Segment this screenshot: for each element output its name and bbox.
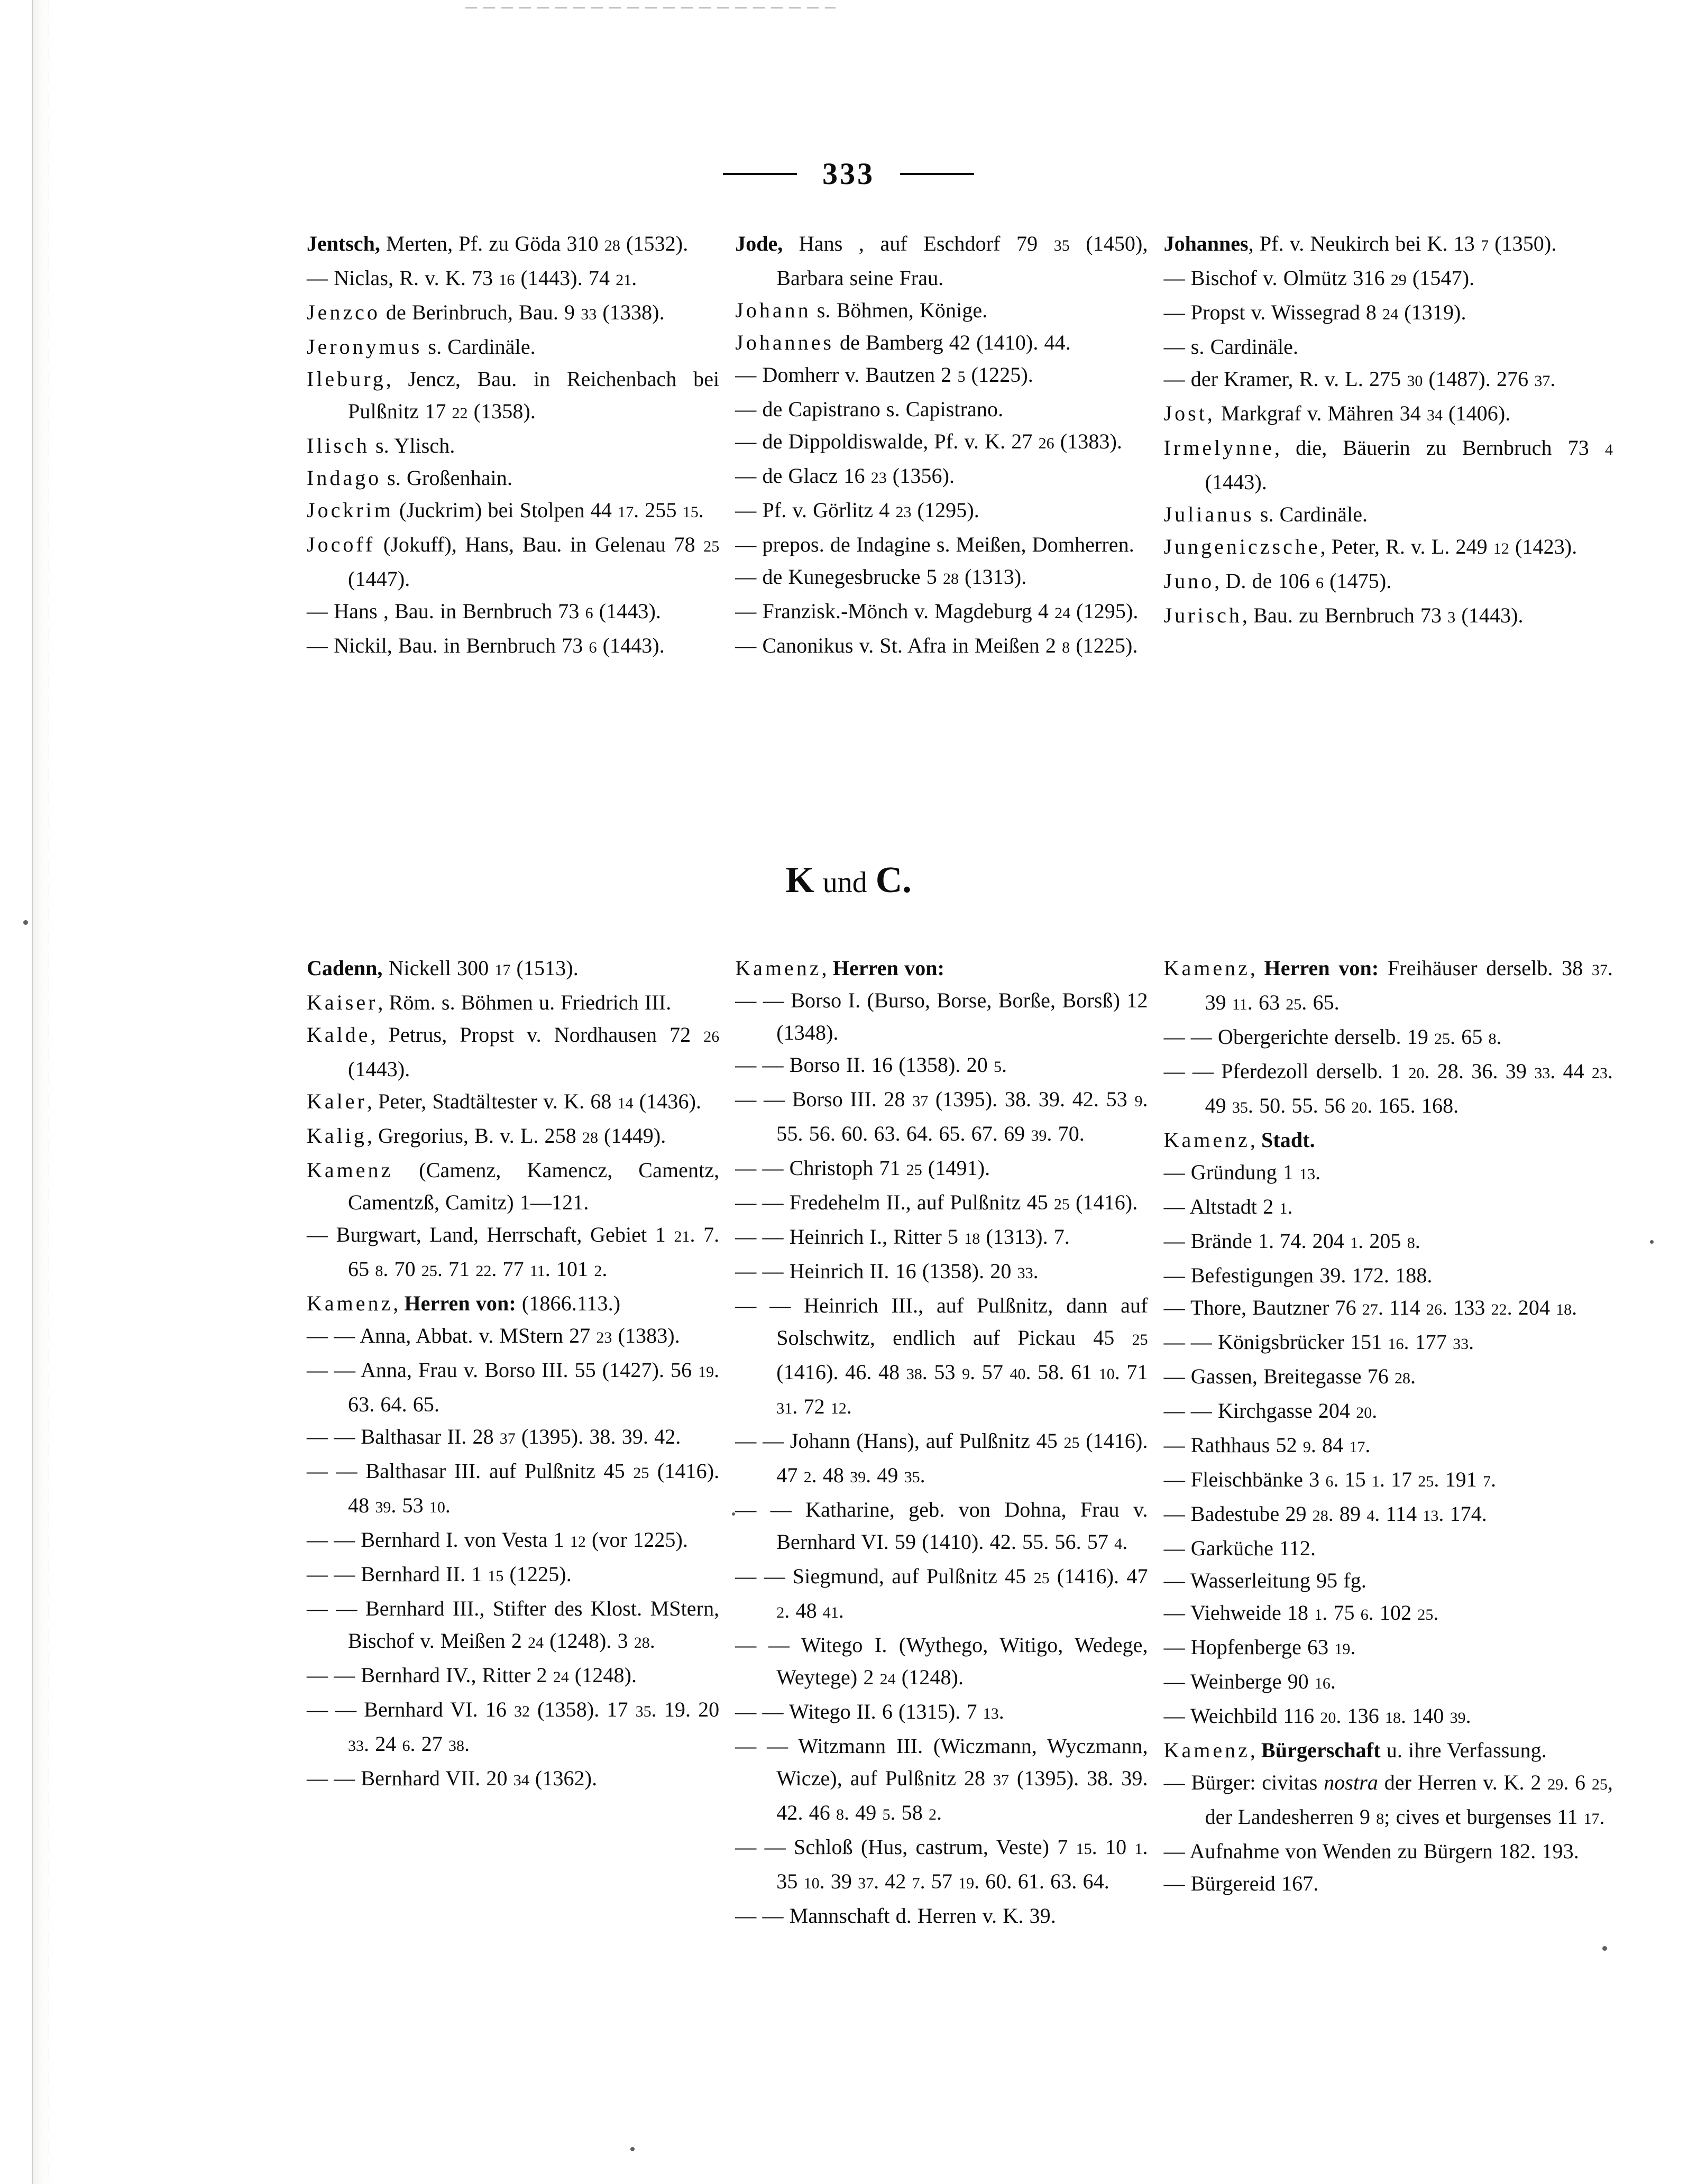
index-entry (1164, 1124, 1613, 1156)
index-entry (1164, 1429, 1613, 1463)
index-entry-headword: Jode, (735, 232, 783, 255)
index-entry (735, 1425, 1148, 1493)
index-entry (1164, 227, 1613, 262)
index-entry (307, 227, 719, 262)
index-entry (307, 331, 719, 363)
index-entry-text: — Weinberge 90 16. (1163, 1669, 1336, 1693)
index-entry-text: — Fleischbänke 3 6. 15 1. 17 25. 191 7. (1163, 1467, 1497, 1491)
section-heading-letter-k: K (785, 860, 814, 901)
index-entry-headword: Johannes (735, 331, 834, 354)
index-entry-headword: Cadenn, (307, 956, 383, 980)
index-entry (735, 1255, 1148, 1289)
index-entry-text: s. Böhmen, Könige. (811, 298, 988, 322)
index-entry (307, 1287, 719, 1319)
index-entry (307, 1119, 719, 1154)
index-entry-text: — Hans , Bau. in Bernbruch 73 6 (1443). (307, 599, 662, 623)
index-entry-text: , Peter, R. v. L. 249 12 (1423). (1320, 535, 1577, 558)
index-entry (307, 462, 719, 494)
index-entry-text: — — Fredehelm II., auf Pulßnitz 45 25 (1416). (735, 1190, 1138, 1214)
index-entry (1164, 397, 1613, 432)
index-entry-text: — — Bernhard III., Stifter des Klost. MStern, Bischof v. Meißen 2 24 (1248). 3 28. (307, 1596, 720, 1653)
index-entry (735, 561, 1148, 595)
index-entry (1164, 296, 1613, 331)
index-entry (307, 1085, 719, 1119)
index-entry-text: — Hopfenberge 63 19. (1163, 1635, 1356, 1659)
index-entry (1164, 331, 1613, 363)
index-entry (1164, 1291, 1613, 1326)
index-entry-text: , Röm. s. Böhmen u. Friedrich III. (378, 990, 672, 1014)
index-entry-text: — Gründung 1 13. (1163, 1160, 1321, 1184)
header-rule-right (900, 173, 974, 175)
index-entry (1164, 1360, 1613, 1394)
index-entry-text: — — Witego II. 6 (1315). 7 13. (735, 1700, 1004, 1723)
index-entry (1164, 1867, 1613, 1899)
page-header (0, 159, 1697, 189)
index-entry-text: — prepos. de Indagine s. Meißen, Domherren. (735, 533, 1134, 556)
index-entry (307, 1319, 719, 1354)
index-entry (307, 1693, 719, 1762)
index-entry-text: — — Bernhard VI. 16 32 (1358). 17 35. 19. 20 33. 24 6. 27 38. (307, 1697, 720, 1756)
index-entry-text: — — Heinrich II. 16 (1358). 20 33. (735, 1259, 1039, 1283)
index-entry-text: s. Cardinäle. (422, 335, 536, 359)
index-entry-text: — — Pferdezoll derselb. 1 20. 28. 36. 39 33. 44 23. 49 35. 50. 55. 56 20. 165. 168. (1163, 1059, 1613, 1117)
index-entry (1164, 599, 1613, 634)
index-entry-text: , Stadt. (1250, 1128, 1315, 1152)
index-entry-text: — Propst v. Wissegrad 8 24 (1319). (1163, 300, 1466, 324)
index-entry-text: — Bürgereid 167. (1163, 1871, 1319, 1895)
index-entry-text: s. Cardinäle. (1254, 502, 1368, 526)
index-entry-headword: Julianus (1163, 502, 1254, 526)
index-entry-text: — Bürger: civitas nostra der Herren v. K. 2 29. 6 25, der Landesherren 9 8; cives et burgenses 11 17. (1163, 1770, 1613, 1829)
index-entry-text: — de Glacz 16 23 (1356). (735, 464, 955, 488)
index-entry-headword: Johannes (1163, 232, 1249, 255)
index-entry (735, 1083, 1148, 1152)
index-entry (1164, 1631, 1613, 1665)
index-entry-headword: Ilisch (307, 434, 370, 457)
index-entry (307, 1354, 719, 1420)
index-entry (307, 1558, 719, 1592)
index-entry-text: Nickell 300 17 (1513). (382, 956, 579, 980)
index-entry (735, 1493, 1148, 1560)
index-entry-text: Markgraf v. Mähren 34 34 (1406). (1215, 401, 1511, 425)
index-entry-headword: Ileburg (307, 367, 386, 391)
index-entry-text: — Altstadt 2 1. (1163, 1195, 1293, 1218)
index-entry-text: — — Balthasar II. 28 37 (1395). 38. 39. 42. (307, 1425, 681, 1448)
index-entry-text: — Thore, Bautzner 76 27. 114 26. 133 22. 204 18. (1163, 1296, 1577, 1319)
index-entry (1164, 1326, 1613, 1360)
index-entry-headword: Jost, (1163, 401, 1215, 425)
index-entry-headword: Kamenz (1163, 956, 1250, 980)
index-entry-text: — — Borso III. 28 37 (1395). 38. 39. 42. 53 9. 55. 56. 60. 63. 64. 65. 67. 69 39. 70. (735, 1087, 1148, 1145)
index-entry-text: — Brände 1. 74. 204 1. 205 8. (1163, 1229, 1420, 1253)
index-entry (1164, 1596, 1613, 1631)
index-entry (735, 359, 1148, 393)
index-entry-text: — der Kramer, R. v. L. 275 30 (1487). 276 37. (1163, 367, 1556, 391)
index-entry-text: de Berinbruch, Bau. 9 33 (1338). (380, 300, 665, 324)
index-entry (735, 1049, 1148, 1083)
index-entry (1164, 432, 1613, 498)
header-rule-left (723, 173, 797, 175)
index-entry-text: — Nickil, Bau. in Bernbruch 73 6 (1443). (307, 634, 665, 657)
index-entry-text: — Befestigungen 39. 172. 188. (1163, 1263, 1433, 1287)
index-entry (1164, 1190, 1613, 1225)
index-entry-text: — de Kunegesbrucke 5 28 (1313). (735, 565, 1027, 589)
index-entry (1164, 1734, 1613, 1766)
index-entry (1164, 565, 1613, 599)
index-entry-text: , Herren von: Freihäuser derselb. 38 37. 39 11. 63 25. 65. (1205, 956, 1613, 1014)
index-entry-text: — Canonikus v. St. Afra in Meißen 2 8 (1225). (735, 634, 1138, 657)
index-entry-text: — de Capistrano s. Capistrano. (735, 397, 1004, 421)
index-entry-headword: Jenzco (307, 300, 380, 324)
index-entry-headword: Jeronymus (307, 335, 423, 359)
index-entry (735, 460, 1148, 494)
index-entry-headword: Johann (735, 298, 811, 322)
index-entry-headword: Kamenz (307, 1291, 393, 1315)
index-entry-text: — — Katharine, geb. von Dohna, Frau v. Bernhard VI. 59 (1410). 42. 55. 56. 57 4. (735, 1498, 1148, 1554)
index-entry (307, 629, 719, 664)
index-entry (735, 595, 1148, 629)
index-entry (1164, 1055, 1613, 1124)
index-column-5 (735, 952, 1148, 1932)
index-entry (735, 1831, 1148, 1899)
index-entry (307, 1018, 719, 1085)
index-entry-text: s. Ylisch. (369, 434, 455, 457)
index-entry-text: — Wasserleitung 95 fg. (1163, 1568, 1366, 1592)
index-entry-text: — — Obergerichte derselb. 19 25. 65 8. (1163, 1025, 1502, 1049)
index-entry (307, 952, 719, 986)
scan-top-dash-artifact (465, 7, 836, 8)
index-entry-text: — — Bernhard IV., Ritter 2 24 (1248). (307, 1663, 637, 1687)
index-entry (1164, 1021, 1613, 1055)
index-entry-text: — Domherr v. Bautzen 2 5 (1225). (735, 363, 1033, 387)
index-entry (735, 494, 1148, 528)
index-entry-headword: Kamenz (1163, 1738, 1250, 1762)
index-entry (735, 528, 1148, 561)
index-column-4 (307, 952, 719, 1932)
index-entry-headword: Indago (307, 466, 382, 490)
index-entry (735, 326, 1148, 359)
index-entry (307, 1592, 719, 1659)
index-entry-text: — — Christoph 71 25 (1491). (735, 1156, 990, 1180)
index-entry (735, 1560, 1148, 1629)
index-entry-text: , Pf. v. Neukirch bei K. 13 7 (1350). (1248, 232, 1557, 255)
index-entry-headword: Kamenz (307, 1158, 393, 1182)
index-entry (1164, 262, 1613, 296)
index-entry (1164, 1700, 1613, 1734)
index-entry-text: , Herren von: (1866.113.) (393, 1291, 621, 1315)
index-entry (735, 1695, 1148, 1730)
section-heading-text (785, 862, 912, 900)
index-entry-text: — Bischof v. Olmütz 316 29 (1547). (1163, 266, 1475, 290)
index-entry-text: , Jencz, Bau. in Reichenbach bei Pulßnitz 17 22 (1358). (348, 367, 720, 423)
index-entry (307, 1455, 719, 1524)
index-entry (307, 429, 719, 462)
index-entry (307, 262, 719, 296)
index-entry (735, 952, 1148, 984)
index-entry-text: — Rathhaus 52 9. 84 17. (1163, 1433, 1371, 1457)
scan-binding-edge (32, 0, 84, 2184)
index-entry-text: , Peter, Stadtältester v. K. 68 14 (1436). (366, 1089, 702, 1113)
index-entry-headword: Juno (1163, 569, 1215, 593)
index-entry-headword: Kaler (307, 1089, 367, 1113)
index-entry-headword: Jentsch, (307, 232, 380, 255)
index-entry-text: (Camenz, Kamencz, Camentz, Camentzß, Camitz) 1—121. (348, 1158, 720, 1214)
index-entry-text: , Petrus, Propst v. Nordhausen 72 26 (1443). (348, 1023, 720, 1081)
index-entry (307, 595, 719, 629)
index-entry-text: , D. de 106 6 (1475). (1214, 569, 1392, 593)
page-number: 333 (822, 157, 875, 191)
index-entry-text: — — Bernhard II. 1 15 (1225). (307, 1562, 572, 1586)
index-entry (307, 1762, 719, 1796)
index-entry-text: de Bamberg 42 (1410). 44. (833, 331, 1071, 354)
index-entry-text: s. Großenhain. (381, 466, 512, 490)
scan-speck (630, 2147, 635, 2151)
index-entry (1164, 1259, 1613, 1291)
index-entry (735, 1730, 1148, 1831)
index-entry (1164, 530, 1613, 565)
index-entry (1164, 1225, 1613, 1259)
index-entry (1164, 1564, 1613, 1596)
index-entry (1164, 1156, 1613, 1190)
index-entry-text: — — Kirchgasse 204 20. (1163, 1399, 1378, 1423)
index-entry-text: — — Balthasar III. auf Pulßnitz 45 25 (1416). 48 39. 53 10. (307, 1459, 720, 1517)
index-entry-text: — — Witzmann III. (Wiczmann, Wyczmann, Wicze), auf Pulßnitz 28 37 (1395). 38. 39. 42. 46 8. 49 5. 58 2. (735, 1734, 1148, 1824)
index-entry-headword: Kamenz (735, 956, 822, 980)
index-entry-text: — s. Cardinäle. (1163, 335, 1299, 359)
index-entry (307, 1420, 719, 1455)
index-entry-text: — — Bernhard I. von Vesta 1 12 (vor 1225). (307, 1528, 689, 1552)
index-entry-text: (Jokuff), Hans, Bau. in Gelenau 78 25 (1447). (348, 533, 720, 591)
index-entry-text: — — Borso II. 16 (1358). 20 5. (735, 1053, 1007, 1077)
index-entry (735, 1186, 1148, 1221)
index-entry (307, 1154, 719, 1218)
index-entry-text: — — Witego I. (Wythego, Witigo, Wedege, Weytege) 2 24 (1248). (735, 1633, 1148, 1689)
index-entry (307, 1524, 719, 1558)
index-entry (307, 528, 719, 595)
index-entry-text: — — Johann (Hans), auf Pulßnitz 45 25 (1416). 47 2. 48 39. 49 35. (735, 1429, 1148, 1487)
index-entry-text: , die, Bäuerin zu Bernbruch 73 4 (1443). (1205, 436, 1613, 494)
index-entry (735, 984, 1148, 1049)
scan-speck (23, 920, 28, 925)
index-entry-headword: Kalig (307, 1124, 367, 1148)
index-entry-text: — — Bernhard VII. 20 34 (1362). (307, 1766, 598, 1790)
index-entry (1164, 498, 1613, 530)
scan-speck (1602, 1946, 1607, 1951)
scan-speck (1650, 1240, 1654, 1244)
index-entry (307, 1218, 719, 1287)
index-entry-text: , Herren von: (821, 956, 945, 980)
index-entry (1164, 1463, 1613, 1498)
index-entry (1164, 1532, 1613, 1564)
index-entry-headword: Jocoff (307, 533, 375, 556)
index-entry-headword: Kaiser (307, 990, 378, 1014)
index-entry-text: — Franzisk.-Mönch v. Magdeburg 4 24 (1295). (735, 599, 1139, 623)
index-column-2 (735, 227, 1148, 664)
index-entry-text: — — Mannschaft d. Herren v. K. 39. (735, 1904, 1056, 1928)
index-entry (307, 296, 719, 331)
index-entry-text: , Gregorius, B. v. L. 258 28 (1449). (366, 1124, 666, 1148)
index-entry-text: (Juckrim) bei Stolpen 44 17. 255 15. (393, 498, 704, 522)
index-entry (307, 986, 719, 1018)
index-entry-text: — Garküche 112. (1163, 1536, 1316, 1560)
index-entry (307, 494, 719, 528)
index-entry (1164, 363, 1613, 397)
index-entry-text: — Aufnahme von Wenden zu Bürgern 182. 193. (1163, 1839, 1579, 1863)
index-entry-headword: Jockrim (307, 498, 393, 522)
index-entry (735, 1221, 1148, 1255)
index-entry-text: — — Borso I. (Burso, Borse, Borße, Borsß) 12 (1348). (735, 988, 1148, 1044)
index-entry-text: — — Anna, Abbat. v. MStern 27 23 (1383). (307, 1324, 680, 1347)
index-entry (735, 393, 1148, 425)
index-entry-text: — — Heinrich I., Ritter 5 18 (1313). 7. (735, 1225, 1070, 1249)
index-entry-text: — — Anna, Frau v. Borso III. 55 (1427). 56 19. 63. 64. 65. (307, 1358, 720, 1416)
index-entry-text: — Pf. v. Görlitz 4 23 (1295). (735, 498, 979, 522)
index-entry-headword: Kamenz (1163, 1128, 1250, 1152)
index-entry-text: Merten, Pf. zu Göda 310 28 (1532). (380, 232, 689, 255)
index-entry-headword: Irmelynne (1163, 436, 1274, 460)
index-entry (735, 1629, 1148, 1695)
index-entry-headword: Jurisch (1163, 603, 1242, 627)
index-entry (735, 227, 1148, 294)
index-entry-text: — — Siegmund, auf Pulßnitz 45 25 (1416). 47 2. 48 41. (735, 1564, 1148, 1622)
index-entry-headword: Kalde (307, 1023, 371, 1047)
index-entry (735, 294, 1148, 326)
index-entry (307, 1659, 719, 1693)
index-entry-text: — Weichbild 116 20. 136 18. 140 39. (1163, 1704, 1471, 1728)
index-entry (735, 1899, 1148, 1932)
index-entry-text: — Viehweide 18 1. 75 6. 102 25. (1163, 1601, 1439, 1625)
index-entry (735, 1289, 1148, 1425)
index-entry-text: — — Heinrich III., auf Pulßnitz, dann auf Solschwitz, endlich auf Pickau 45 25 (1416). 46. 48 38. 53 9. 57 40. 58. 61 10. 71 31. 72 12. (735, 1293, 1148, 1418)
index-entry (1164, 1665, 1613, 1700)
section-heading-letter-c: C. (875, 860, 912, 901)
index-entry-text: — — Schloß (Hus, castrum, Veste) 7 15. 10 1. 35 10. 39 37. 42 7. 57 19. 60. 61. 63. 64. (735, 1835, 1148, 1893)
index-column-3 (1164, 227, 1613, 664)
index-entry (735, 629, 1148, 664)
index-entry-text: — Niclas, R. v. K. 73 16 (1443). 74 21. (307, 266, 637, 290)
index-entry (1164, 1835, 1613, 1867)
index-entry-text: — de Dippoldiswalde, Pf. v. K. 27 26 (1383). (735, 429, 1123, 453)
index-entry-text: , Bau. zu Bernbruch 73 3 (1443). (1242, 603, 1524, 627)
index-entry (1164, 1766, 1613, 1835)
index-entry (735, 425, 1148, 460)
section-heading (0, 862, 1697, 899)
index-entry-text: Hans , auf Eschdorf 79 35 (1450), Barbara seine Frau. (776, 232, 1148, 290)
index-entry-headword: Jungeniczsche (1163, 535, 1320, 558)
index-columns-upper (307, 227, 1613, 664)
index-entry-text: — — Königsbrücker 151 16. 177 33. (1163, 1330, 1474, 1354)
index-entry (307, 363, 719, 429)
index-entry (1164, 1498, 1613, 1532)
index-entry-text: — Badestube 29 28. 89 4. 114 13. 174. (1163, 1502, 1487, 1526)
index-column-6 (1164, 952, 1613, 1932)
section-heading-conjunction: und (822, 866, 867, 899)
index-entry (735, 1152, 1148, 1186)
index-entry-text: , Bürgerschaft u. ihre Verfassung. (1250, 1738, 1547, 1762)
index-entry (1164, 952, 1613, 1021)
index-entry-text: — Gassen, Breitegasse 76 28. (1163, 1364, 1416, 1388)
index-column-1 (307, 227, 719, 664)
index-entry-text: — Burgwart, Land, Herrschaft, Gebiet 1 21. 7. 65 8. 70 25. 71 22. 77 11. 101 2. (307, 1223, 720, 1281)
index-entry (1164, 1394, 1613, 1429)
index-columns-lower (307, 952, 1613, 1932)
